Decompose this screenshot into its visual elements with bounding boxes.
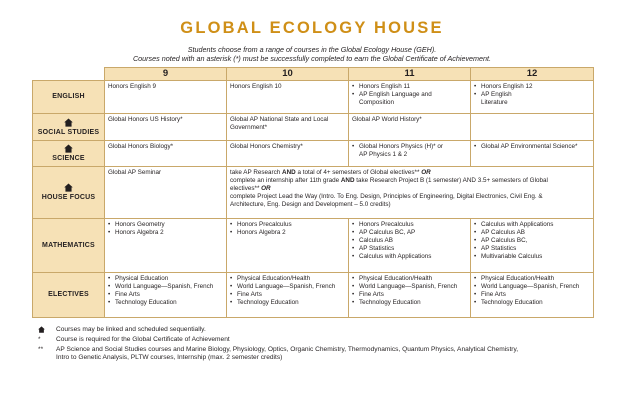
house-option-1 bbox=[230, 169, 590, 177]
course: Global Honors Biology* bbox=[108, 143, 174, 150]
house-focus-row bbox=[33, 167, 594, 219]
house-grades-10-12 bbox=[227, 167, 594, 219]
course: • World Language—Spanish, French bbox=[230, 283, 345, 291]
course: • Technology Education bbox=[108, 299, 223, 307]
house-icon bbox=[64, 183, 73, 192]
course: • World Language—Spanish, French bbox=[352, 283, 467, 291]
grade-9-header: 9 bbox=[105, 68, 227, 81]
course: • Technology Education bbox=[230, 299, 345, 307]
course-continued: Government* bbox=[230, 124, 268, 131]
course: • Fine Arts bbox=[352, 291, 467, 299]
course: • Technology Education bbox=[474, 299, 590, 307]
social-studies-label: SOCIAL STUDIES bbox=[37, 128, 100, 136]
course: • Honors Algebra 2 bbox=[230, 229, 345, 237]
english-grade-11 bbox=[349, 81, 471, 114]
course: Global AP Seminar bbox=[108, 169, 162, 176]
course: • Physical Education/Health bbox=[352, 275, 467, 283]
science-label: SCIENCE bbox=[52, 155, 85, 162]
house-icon bbox=[38, 326, 45, 333]
house-icon bbox=[64, 118, 73, 127]
course: • Calculus with Applications bbox=[474, 221, 590, 229]
math-grade-10 bbox=[227, 219, 349, 273]
house-focus-header bbox=[33, 167, 105, 219]
footnote-text-continued: Intro to Genetic Analysis, PLTW courses, Internship (max. 2 semester credits) bbox=[56, 354, 283, 361]
english-label: ENGLISH bbox=[33, 81, 105, 114]
subtitle-line-1: Students choose from a range of courses in the Global Ecology House (GEH). bbox=[187, 45, 437, 54]
footnote-text: Courses may be linked and scheduled sequentially. bbox=[56, 326, 206, 333]
grade-10-header: 10 bbox=[227, 68, 349, 81]
or-keyword: OR bbox=[421, 169, 431, 176]
course: Global AP World History* bbox=[352, 116, 422, 123]
mathematics-label: MATHEMATICS bbox=[33, 219, 105, 273]
course: • Physical Education/Health bbox=[230, 275, 345, 283]
mathematics-row bbox=[33, 219, 594, 273]
course: • AP English bbox=[474, 91, 590, 99]
subtitle-line-2: Courses noted with an asterisk (*) must be successfully completed to earn the Global Certificate of Achievement. bbox=[132, 54, 492, 63]
house-icon bbox=[64, 144, 73, 153]
electives-row bbox=[33, 273, 594, 318]
course: • Honors Precalculus bbox=[230, 221, 345, 229]
course: • Global Honors Physics (H)* or bbox=[352, 143, 467, 151]
science-grade-11 bbox=[349, 141, 471, 167]
electives-grade-10 bbox=[227, 273, 349, 318]
grade-header-row bbox=[33, 68, 594, 81]
text: complete an internship after 11th grade bbox=[230, 177, 341, 184]
text: take Research Project B (1 semester) AND 3.5+ semesters of Global bbox=[354, 177, 548, 184]
double-asterisk-symbol: ** bbox=[38, 346, 44, 353]
math-grade-9 bbox=[105, 219, 227, 273]
english-row bbox=[33, 81, 594, 114]
course-continued: Literature bbox=[481, 99, 508, 106]
course: • AP Statistics bbox=[474, 245, 590, 253]
footnote-house bbox=[38, 326, 598, 334]
course-table bbox=[32, 67, 594, 318]
footnote-asterisk bbox=[38, 336, 598, 344]
course: • Technology Education bbox=[352, 299, 467, 307]
course: • Fine Arts bbox=[108, 291, 223, 299]
electives-grade-9 bbox=[105, 273, 227, 318]
electives-grade-11 bbox=[349, 273, 471, 318]
course: • AP Calculus BC, AP bbox=[352, 229, 467, 237]
social-grade-9 bbox=[105, 114, 227, 141]
footnote-double-asterisk bbox=[38, 346, 598, 362]
course: • Global AP Environmental Science* bbox=[474, 143, 590, 151]
social-studies-row bbox=[33, 114, 594, 141]
course: • Honors Algebra 2 bbox=[108, 229, 223, 237]
course: Honors English 9 bbox=[108, 83, 156, 90]
house-option-2-continued bbox=[230, 185, 590, 193]
social-grade-10 bbox=[227, 114, 349, 141]
house-focus-label: HOUSE FOCUS bbox=[41, 194, 96, 201]
and-keyword: AND bbox=[282, 169, 296, 176]
math-grade-12 bbox=[471, 219, 594, 273]
corner-cell bbox=[33, 68, 105, 81]
course: • Fine Arts bbox=[230, 291, 345, 299]
science-row bbox=[33, 141, 594, 167]
electives-grade-12 bbox=[471, 273, 594, 318]
science-grade-12 bbox=[471, 141, 594, 167]
english-grade-12 bbox=[471, 81, 594, 114]
english-grade-9 bbox=[105, 81, 227, 114]
text: electives** bbox=[230, 185, 262, 192]
text: a total of 4+ semesters of Global electives** bbox=[295, 169, 422, 176]
social-studies-header bbox=[33, 114, 105, 141]
grade-12-header: 12 bbox=[471, 68, 594, 81]
course-continued: Composition bbox=[359, 99, 394, 106]
course: • Honors English 11 bbox=[352, 83, 467, 91]
social-grade-11 bbox=[349, 114, 471, 141]
course: • Calculus with Applications bbox=[352, 253, 467, 261]
course: • AP Calculus BC, bbox=[474, 237, 590, 245]
page-title: GLOBAL ECOLOGY HOUSE bbox=[180, 19, 444, 37]
asterisk-symbol: * bbox=[38, 336, 41, 343]
science-grade-10 bbox=[227, 141, 349, 167]
english-grade-10 bbox=[227, 81, 349, 114]
house-option-2 bbox=[230, 177, 590, 185]
course: Global Honors US History* bbox=[108, 116, 183, 123]
course: • Physical Education bbox=[108, 275, 223, 283]
course: • Multivariable Calculus bbox=[474, 253, 590, 261]
course: • Fine Arts bbox=[474, 291, 590, 299]
course: Honors English 10 bbox=[230, 83, 282, 90]
science-header bbox=[33, 141, 105, 167]
text: take AP Research bbox=[230, 169, 283, 176]
course: • AP Calculus AB bbox=[474, 229, 590, 237]
course: • World Language—Spanish, French bbox=[474, 283, 590, 291]
course: • World Language—Spanish, French bbox=[108, 283, 223, 291]
social-grade-12 bbox=[471, 114, 594, 141]
course: • Honors Geometry bbox=[108, 221, 223, 229]
or-keyword: OR bbox=[261, 185, 271, 192]
electives-label: ELECTIVES bbox=[33, 273, 105, 318]
math-grade-11 bbox=[349, 219, 471, 273]
house-option-3: complete Project Lead the Way (Intro. To Eng. Design, Principles of Engineering, Digital Electronics, Civil Eng. & bbox=[230, 193, 543, 200]
house-option-3-continued: Architecture, Eng. Design and Development – 5.0 credits) bbox=[230, 201, 391, 208]
footnote-text: Course is required for the Global Certificate of Achievement bbox=[56, 336, 230, 343]
course: Global AP National State and Local bbox=[230, 116, 329, 123]
course: Global Honors Chemistry* bbox=[230, 143, 303, 150]
course: • Honors English 12 bbox=[474, 83, 590, 91]
course: • Calculus AB bbox=[352, 237, 467, 245]
science-grade-9 bbox=[105, 141, 227, 167]
house-grade-9 bbox=[105, 167, 227, 219]
course: • AP Statistics bbox=[352, 245, 467, 253]
course: • AP English Language and bbox=[352, 91, 467, 99]
course-continued: AP Physics 1 & 2 bbox=[359, 151, 408, 158]
and-keyword: AND bbox=[340, 177, 355, 184]
footnotes bbox=[38, 326, 598, 362]
course: • Honors Precalculus bbox=[352, 221, 467, 229]
grade-11-header: 11 bbox=[349, 68, 471, 81]
footnote-text: AP Science and Social Studies courses and Marine Biology, Physiology, Optics, Organic Chemistry, Thermodynamics, Quantum Physics, Analytical Chemistry, bbox=[56, 346, 519, 353]
course: • Physical Education/Health bbox=[474, 275, 590, 283]
